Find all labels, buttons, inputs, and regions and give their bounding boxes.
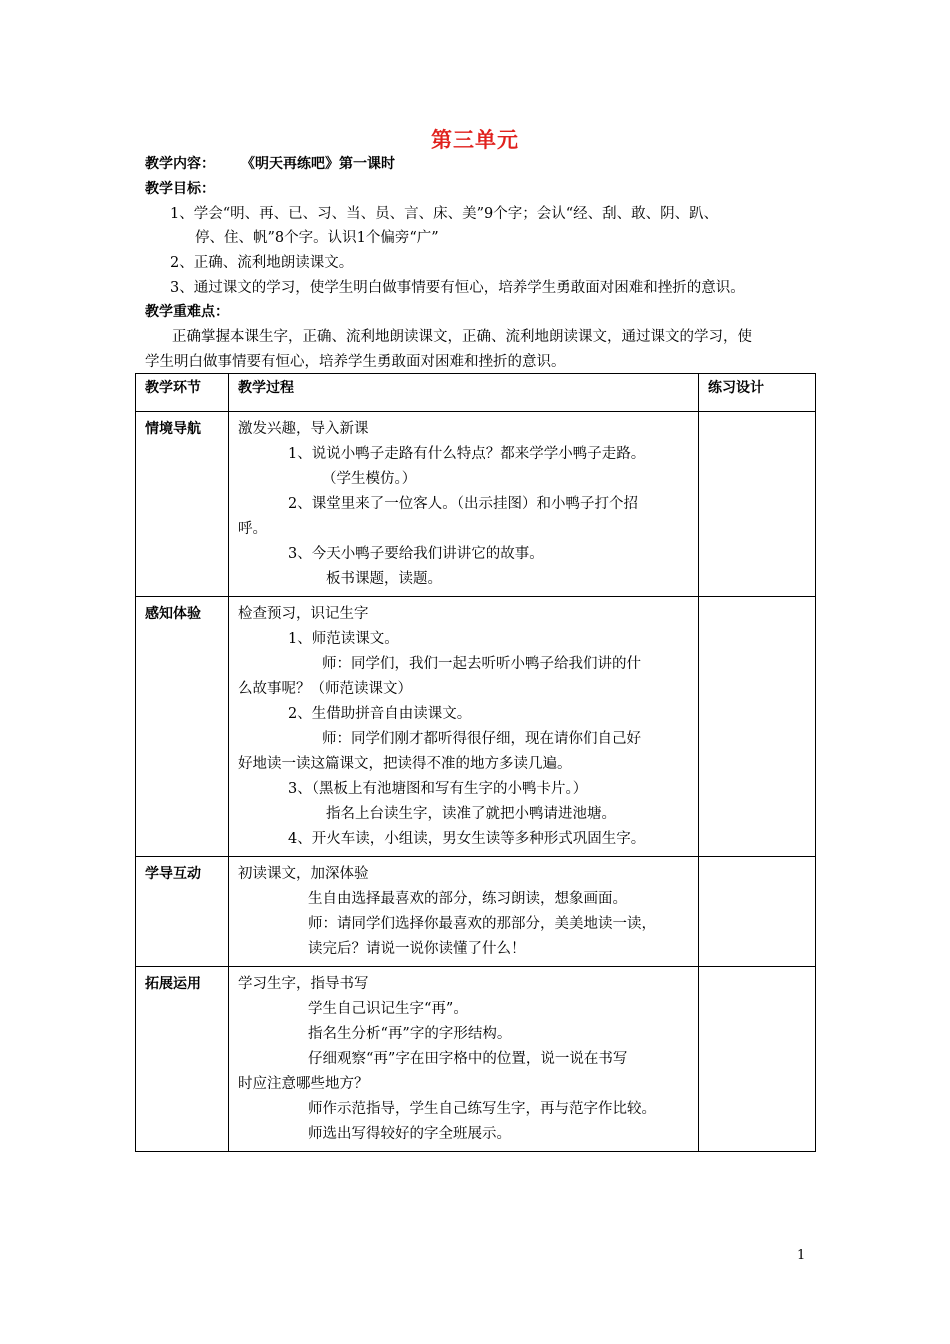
exercise-cell [699, 857, 816, 967]
process-line: 师：同学们，我们一起去听听小鸭子给我们讲的什 [322, 656, 641, 672]
teaching-content [145, 152, 395, 176]
table-row [136, 412, 816, 597]
process-line: 激发兴趣，导入新课 [238, 421, 369, 437]
stage-cell: 情境导航 [136, 412, 229, 597]
exercise-cell [699, 597, 816, 857]
process-line: 指名生分析“再”字的字形结构。 [308, 1026, 512, 1042]
goal-line: 1、学会“明、再、已、习、当、员、言、床、美”9个字；会认“经、刮、敢、阴、趴、 [170, 206, 719, 222]
table-header-row [136, 374, 816, 412]
goals-label: 教学目标： [145, 181, 215, 197]
goal-line: 停、住、帆”8个字。认识1个偏旁“广” [195, 230, 439, 246]
lesson-plan-table [135, 373, 816, 1152]
content-label: 教学内容： [145, 156, 215, 172]
process-line: 仔细观察“再”字在田字格中的位置，说一说在书写 [308, 1051, 628, 1067]
header-stage: 教学环节 [136, 374, 229, 412]
process-line: 2、课堂里来了一位客人。（出示挂图）和小鸭子打个招 [288, 496, 638, 512]
process-line: （学生模仿。） [322, 471, 417, 487]
table-row [136, 857, 816, 967]
goal-line: 3、通过课文的学习，使学生明白做事情要有恒心，培养学生勇敢面对困难和挫折的意识。 [170, 280, 745, 296]
process-line: 检查预习，识记生字 [238, 606, 369, 622]
exercise-cell [699, 412, 816, 597]
stage-cell: 学导互动 [136, 857, 229, 967]
header-process: 教学过程 [229, 374, 699, 412]
process-line: 时应注意哪些地方？ [238, 1076, 369, 1092]
key-label: 教学重难点： [145, 304, 229, 320]
process-line: 读完后？请说一说你读懂了什么！ [308, 941, 526, 957]
process-line: 板书课题，读题。 [326, 571, 442, 587]
process-line: 初读课文，加深体验 [238, 866, 369, 882]
table-row [136, 967, 816, 1152]
process-line: 师：同学们刚才都听得很仔细，现在请你们自己好 [322, 731, 641, 747]
stage-cell: 感知体验 [136, 597, 229, 857]
process-line: 学生自己识记生字“再”。 [308, 1001, 468, 1017]
key-text-line: 学生明白做事情要有恒心，培养学生勇敢面对困难和挫折的意识。 [145, 354, 566, 370]
process-line: 好地读一读这篇课文，把读得不准的地方多读几遍。 [238, 756, 572, 772]
process-line: 1、师范读课文。 [288, 631, 399, 647]
process-line: 师选出写得较好的字全班展示。 [308, 1126, 511, 1142]
process-line: 3、（黑板上有池塘图和写有生字的小鸭卡片。） [288, 781, 588, 797]
process-line: 2、生借助拼音自由读课文。 [288, 706, 472, 722]
process-line: 1、说说小鸭子走路有什么特点？都来学学小鸭子走路。 [288, 446, 646, 462]
header-exercise: 练习设计 [699, 374, 816, 412]
process-line: 呼。 [238, 521, 267, 537]
page-title: 第三单元 [431, 128, 519, 152]
process-line: 4、开火车读，小组读，男女生读等多种形式巩固生字。 [288, 831, 646, 847]
process-cell [229, 967, 699, 1152]
process-cell [229, 857, 699, 967]
process-cell [229, 412, 699, 597]
stage-cell: 拓展运用 [136, 967, 229, 1152]
table-row [136, 597, 816, 857]
process-line: 师作示范指导，学生自己练写生字，再与范字作比较。 [308, 1101, 656, 1117]
process-line: 师：请同学们选择你最喜欢的那部分，美美地读一读， [308, 916, 656, 932]
goal-line: 2、正确、流利地朗读课文。 [170, 255, 354, 271]
process-line: 学习生字，指导书写 [238, 976, 369, 992]
content-value: 《明天再练吧》第一课时 [241, 156, 395, 172]
process-line: 3、今天小鸭子要给我们讲讲它的故事。 [288, 546, 544, 562]
process-line: 指名上台读生字，读准了就把小鸭请进池塘。 [326, 806, 616, 822]
exercise-cell [699, 967, 816, 1152]
page-number: 1 [797, 1248, 806, 1263]
process-line: 生自由选择最喜欢的部分，练习朗读，想象画面。 [308, 891, 627, 907]
process-line: 么故事呢？（师范读课文） [238, 681, 412, 697]
process-cell [229, 597, 699, 857]
key-text-line: 正确掌握本课生字，正确、流利地朗读课文，正确、流利地朗读课文，通过课文的学习，使 [172, 329, 752, 345]
